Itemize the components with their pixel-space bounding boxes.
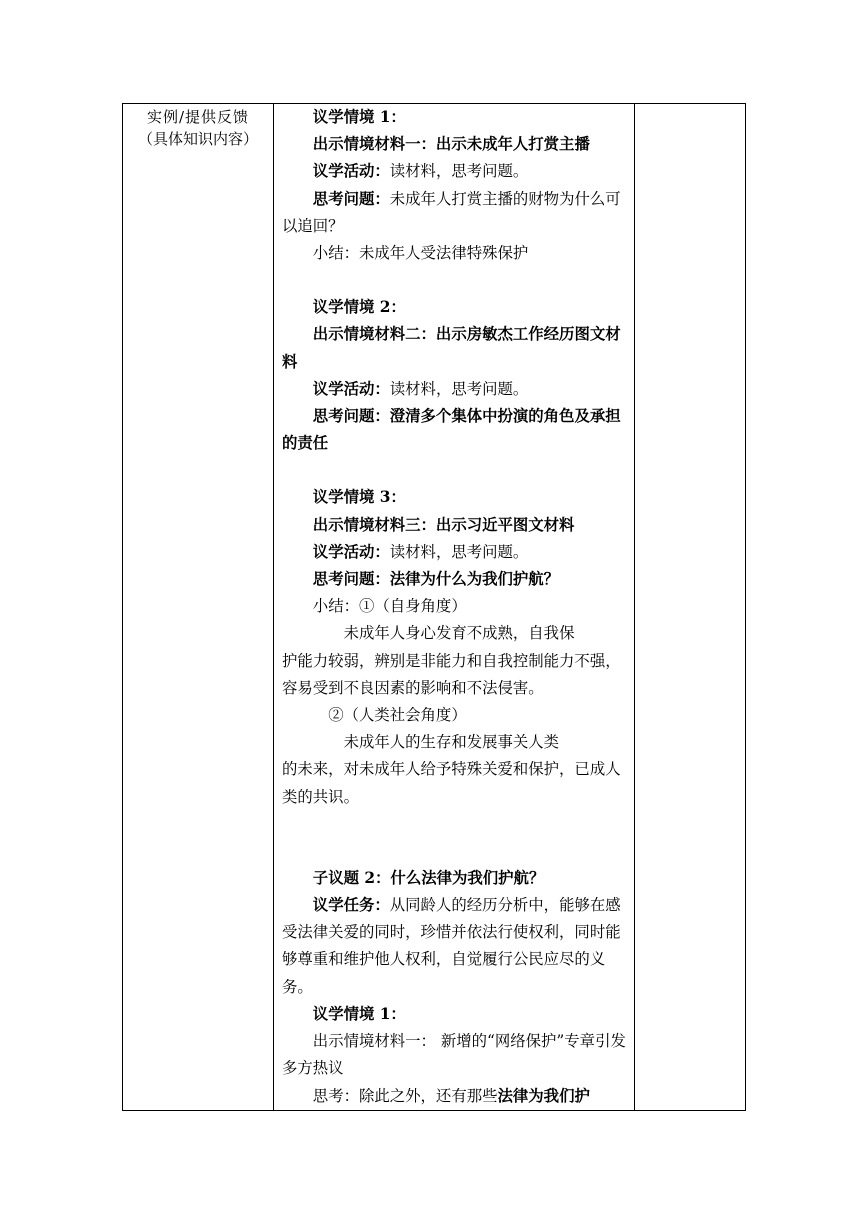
- s1-summary: 小结：未成年人受法律特殊保护: [312, 244, 529, 263]
- row-label: [123, 104, 273, 150]
- lesson-table: [122, 103, 746, 1111]
- s3-activity: [282, 539, 628, 566]
- content-cell: [274, 104, 635, 1111]
- row-label-line2: （具体知识内容）: [137, 130, 258, 148]
- s3-title: 议学情境 3：: [312, 488, 406, 507]
- s2-activity-label: 议学活动：: [312, 379, 390, 398]
- s1-activity: [282, 158, 628, 185]
- s1-activity-label: 议学活动：: [312, 162, 390, 181]
- sub2-task: [282, 892, 628, 1001]
- s3-summary-p2-first: 未成年人的生存和发展事关人类: [343, 733, 560, 752]
- s1-material: 出示情境材料一：出示未成年人打赏主播: [312, 135, 590, 154]
- content-body: [274, 104, 634, 1110]
- sub2-task-label: 议学任务：: [312, 896, 390, 915]
- sub2-task-text: 从同龄人的经历分析中，能够在感受法律关爱的同时，珍惜并依法行使权利，同时能够尊重和维护他人权利，自觉履行公民应尽的义务。: [282, 896, 621, 996]
- s1-question: [282, 186, 628, 240]
- s2-activity: [282, 376, 628, 403]
- label-cell: [123, 104, 274, 1111]
- s3-summary-head: 小结：①（自身角度）: [312, 597, 467, 616]
- s3-question: 思考问题：法律为什么为我们护航？: [312, 570, 560, 589]
- sub2-s1-title: 议学情境 1：: [312, 1004, 406, 1023]
- s3-material: 出示情境材料三：出示习近平图文材料: [312, 515, 575, 534]
- row-label-line1: 实例/提供反馈: [146, 108, 250, 126]
- s3-summary-p1-rest: 护能力较弱，辨别是非能力和自我控制能力不强，容易受到不良因素的影响和不法侵害。: [282, 651, 621, 697]
- s3-summary-p2-rest: 的未来，对未成年人给予特殊关爱和保护，已成人类的共识。: [282, 760, 621, 806]
- s1-question-label: 思考问题：: [312, 189, 390, 208]
- s3-activity-label: 议学活动：: [312, 542, 390, 561]
- s2-title: 议学情境 2：: [312, 298, 406, 317]
- s3-summary-head2: ②（人类社会角度）: [328, 706, 467, 725]
- s2-activity-text: 读材料，思考问题。: [389, 379, 529, 398]
- sub2-think-bold: 法律为我们护: [497, 1086, 590, 1105]
- sub2-think: [282, 1083, 628, 1110]
- s1-question-text: 未成年人打赏主播的财物为什么可以追回？: [282, 189, 621, 235]
- sub2-title: 子议题 2：什么法律为我们护航？: [312, 868, 545, 887]
- s3-activity-text: 读材料，思考问题。: [389, 542, 529, 561]
- table-row: [123, 104, 746, 1111]
- s1-title: 议学情境 1：: [312, 108, 406, 126]
- s1-activity-text: 读材料，思考问题。: [389, 162, 529, 181]
- empty-cell: [635, 104, 746, 1111]
- s2-material: 出示情境材料二：出示房敏杰工作经历图文材料: [282, 325, 621, 371]
- s2-question: 思考问题：澄清多个集体中扮演的角色及承担的责任: [282, 407, 621, 453]
- sub2-think-prefix: 思考：除此之外，还有那些: [312, 1086, 498, 1105]
- sub2-s1-material: 出示情境材料一： 新增的“网络保护”专章引发多方热议: [282, 1032, 626, 1078]
- s3-summary-p1-first: 未成年人身心发育不成熟，自我保: [343, 624, 575, 643]
